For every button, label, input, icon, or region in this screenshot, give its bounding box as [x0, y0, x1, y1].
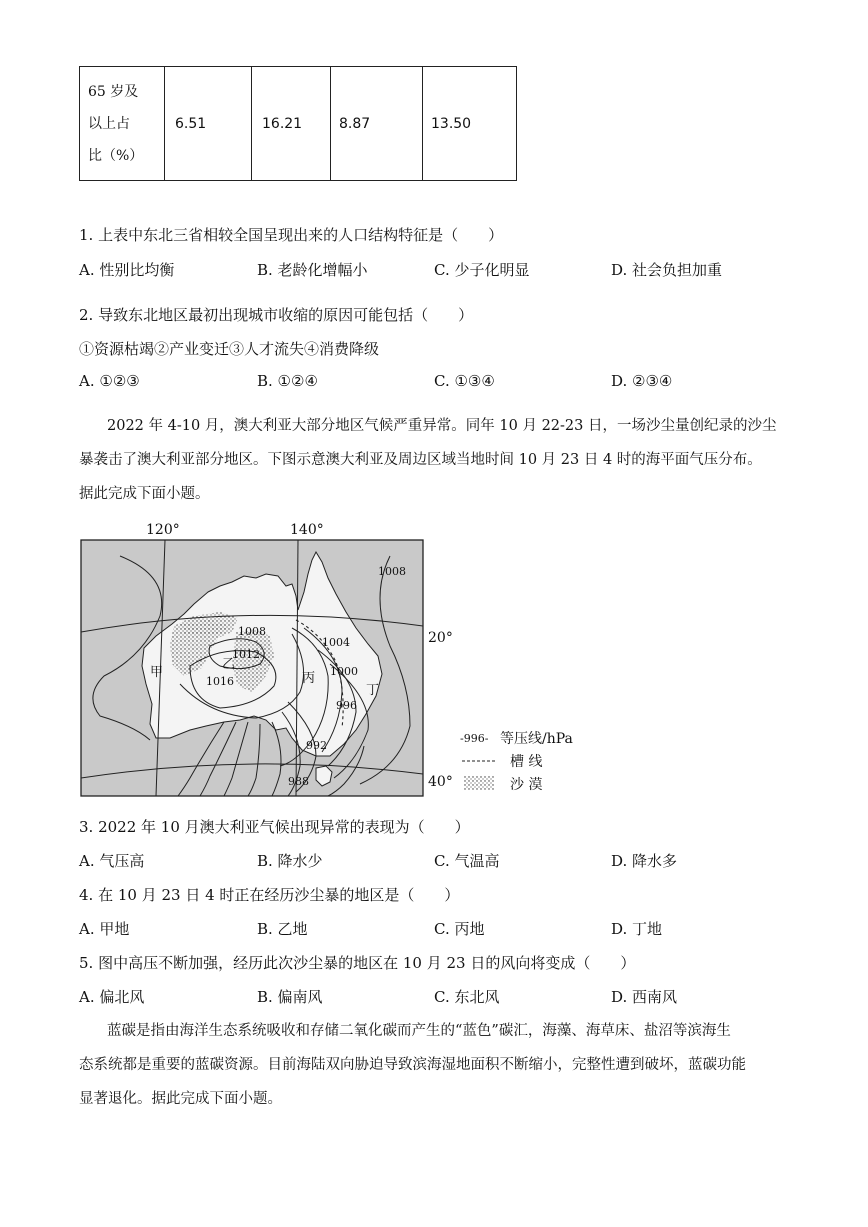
lat-label-20: 20° [428, 630, 453, 646]
place-label-jia: 甲 [150, 665, 164, 680]
q1-option-b[interactable]: B. 老龄化增幅小 [257, 261, 368, 279]
table-row [80, 67, 517, 181]
question-4-stem: 4. 在 10 月 23 日 4 时正在经历沙尘暴的地区是（ ） [79, 886, 460, 904]
question-3-stem: 3. 2022 年 10 月澳大利亚气候出现异常的表现为（ ） [79, 818, 470, 836]
passage-australia [79, 409, 799, 511]
legend-desert-text: 沙 漠 [510, 777, 543, 793]
lon-label-120: 120° [146, 522, 180, 538]
q2-option-c[interactable]: C. ①③④ [434, 372, 495, 390]
isobar-label: 1000 [330, 665, 358, 678]
passage-line: 显著退化。据此完成下面小题。 [79, 1091, 282, 1107]
q5-option-d[interactable]: D. 西南风 [611, 988, 678, 1006]
place-label-ding: 丁 [366, 683, 380, 698]
q5-option-b[interactable]: B. 偏南风 [257, 988, 323, 1006]
isobar-label: 992 [306, 739, 327, 752]
passage-line: 蓝碳是指由海洋生态系统吸收和存储二氧化碳而产生的“蓝色”碳汇，海藻、海草床、盐沼等滨海生 [107, 1023, 731, 1039]
legend-isobar-sample: -996- [460, 732, 489, 745]
q3-option-b[interactable]: B. 降水少 [257, 852, 323, 870]
q4-option-c[interactable]: C. 丙地 [434, 920, 485, 938]
lon-label-140: 140° [290, 522, 324, 538]
isobar-label: 1016 [206, 675, 234, 688]
q5-option-c[interactable]: C. 东北风 [434, 988, 500, 1006]
legend-trough-text: 槽 线 [510, 754, 543, 770]
passage-line: 暴袭击了澳大利亚部分地区。下图示意澳大利亚及周边区域当地时间 10 月 23 日 4 时的海平面气压分布。 [79, 452, 762, 468]
passage-line: 态系统都是重要的蓝碳资源。目前海陆双向胁迫导致滨海湿地面积不断缩小，完整性遭到破坏，蓝碳功能 [79, 1057, 746, 1073]
isobar-label: 1012 [232, 648, 260, 661]
table-cell: 16.21 [252, 67, 331, 181]
population-table [79, 66, 517, 181]
passage-line: 2022 年 4-10 月，澳大利亚大部分地区气候严重异常。同年 10 月 22-23 日，一场沙尘量创纪录的沙尘 [107, 418, 777, 434]
australia-pressure-map [60, 516, 590, 806]
q1-option-d[interactable]: D. 社会负担加重 [611, 261, 723, 279]
q1-option-c[interactable]: C. 少子化明显 [434, 261, 530, 279]
isobar-label: 1008 [378, 565, 406, 578]
isobar-label: 988 [288, 775, 309, 788]
question-2-stem: 2. 导致东北地区最初出现城市收缩的原因可能包括（ ） [79, 306, 474, 324]
row-header-line: 65 岁及 [88, 83, 139, 100]
q3-option-c[interactable]: C. 气温高 [434, 852, 500, 870]
legend-desert-symbol [464, 776, 494, 790]
q4-option-d[interactable]: D. 丁地 [611, 920, 663, 938]
q2-option-a[interactable]: A. ①②③ [79, 372, 140, 390]
passage-blue-carbon [79, 1014, 799, 1116]
row-header-cell [80, 67, 165, 181]
passage-line: 据此完成下面小题。 [79, 486, 210, 502]
q3-option-a[interactable]: A. 气压高 [79, 852, 145, 870]
lat-label-40: 40° [428, 774, 453, 790]
row-header-line: 比（%） [88, 147, 144, 164]
place-label-yi: 乙 [222, 657, 236, 672]
isobar-label: 1008 [238, 625, 266, 638]
q4-option-b[interactable]: B. 乙地 [257, 920, 308, 938]
table-cell: 6.51 [165, 67, 252, 181]
place-label-bing: 丙 [302, 671, 316, 686]
table-cell: 8.87 [331, 67, 423, 181]
q2-option-d[interactable]: D. ②③④ [611, 372, 673, 390]
isobar-label: 996 [336, 699, 357, 712]
q4-option-a[interactable]: A. 甲地 [79, 920, 130, 938]
q1-option-a[interactable]: A. 性别比均衡 [79, 261, 175, 279]
q3-option-d[interactable]: D. 降水多 [611, 852, 678, 870]
question-1-stem: 1. 上表中东北三省相较全国呈现出来的人口结构特征是（ ） [79, 226, 504, 244]
question-5-stem: 5. 图中高压不断加强，经历此次沙尘暴的地区在 10 月 23 日的风向将变成（ ） [79, 954, 636, 972]
table-cell: 13.50 [423, 67, 517, 181]
map-legend [460, 730, 573, 793]
question-2-statements: ①资源枯竭②产业变迁③人才流失④消费降级 [79, 340, 380, 358]
legend-isobar-text: 等压线/hPa [500, 731, 573, 747]
q5-option-a[interactable]: A. 偏北风 [79, 988, 145, 1006]
isobar-label: 1004 [322, 636, 350, 649]
row-header-line: 以上占 [88, 115, 130, 132]
q2-option-b[interactable]: B. ①②④ [257, 372, 318, 390]
